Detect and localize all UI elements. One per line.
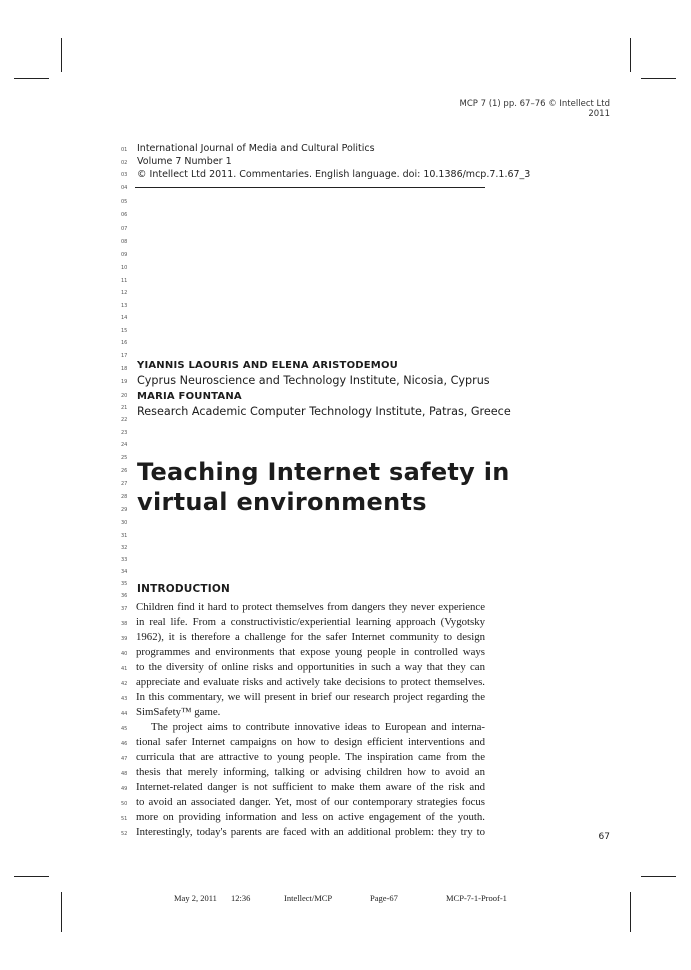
body-line: 1962), it is therefore a challenge for the safer Internet community to design — [136, 631, 485, 643]
gutter-number: 09 — [121, 252, 128, 258]
header-rule — [135, 187, 485, 188]
gutter-number: 51 — [121, 816, 128, 822]
gutter-number: 03 — [121, 172, 128, 178]
gutter-number: 45 — [121, 726, 128, 732]
gutter-number: 35 — [121, 581, 128, 587]
gutter-number: 49 — [121, 786, 128, 792]
gutter-number: 10 — [121, 265, 128, 271]
article-title — [137, 457, 510, 517]
crop-mark-bottom-left-h — [14, 876, 49, 877]
running-head: MCP 7 (1) pp. 67–76 © Intellect Ltd 2011 — [459, 99, 610, 119]
gutter-number: 29 — [121, 507, 128, 513]
gutter-number: 05 — [121, 199, 128, 205]
article-title-line: virtual environments — [137, 488, 427, 516]
gutter-number: 38 — [121, 621, 128, 627]
body-line: In this commentary, we will present in brief our research project regarding the — [136, 691, 485, 703]
gutter-number: 39 — [121, 636, 128, 642]
gutter-number: 11 — [121, 278, 128, 284]
gutter-number: 17 — [121, 353, 128, 359]
body-line: to avoid an associated danger. Yet, most of our contemporary strategies focus — [136, 796, 485, 808]
journal-title: International Journal of Media and Cultural Politics — [137, 143, 375, 154]
gutter-number: 26 — [121, 468, 128, 474]
body-line: appreciate and evaluate risks and actively take decisions to protect themselves. — [136, 676, 485, 688]
gutter-number: 12 — [121, 290, 128, 296]
journal-volume: Volume 7 Number 1 — [137, 156, 232, 167]
gutter-number: 48 — [121, 771, 128, 777]
gutter-number: 32 — [121, 545, 128, 551]
body-line: thesis that merely informing, talking or advising children how to avoid an — [136, 766, 485, 778]
gutter-number: 21 — [121, 405, 128, 411]
gutter-number: 44 — [121, 711, 128, 717]
gutter-number: 50 — [121, 801, 128, 807]
gutter-number: 22 — [121, 417, 128, 423]
footer-page: Page-67 — [370, 893, 398, 903]
crop-mark-top-left-v — [61, 38, 62, 72]
body-line: Interestingly, today's parents are faced with an additional problem: they try to — [136, 826, 485, 838]
author-names: YIANNIS LAOURIS AND ELENA ARISTODEMOU — [137, 360, 398, 371]
body-line: in real life. From a constructivistic/experiential learning approach (Vygotsky — [136, 616, 485, 628]
gutter-number: 34 — [121, 569, 128, 575]
gutter-number: 37 — [121, 606, 128, 612]
gutter-number: 31 — [121, 533, 128, 539]
gutter-number: 16 — [121, 340, 128, 346]
body-line: to the diversity of online risks and opportunities in such a way that they can — [136, 661, 485, 673]
gutter-number: 46 — [121, 741, 128, 747]
crop-mark-top-right-v — [630, 38, 631, 72]
gutter-number: 04 — [121, 185, 128, 191]
gutter-number: 08 — [121, 239, 128, 245]
journal-citation: © Intellect Ltd 2011. Commentaries. English language. doi: 10.1386/mcp.7.1.67_3 — [137, 169, 531, 180]
crop-mark-top-left-h — [14, 78, 49, 79]
page-number: 67 — [598, 832, 610, 842]
gutter-number: 15 — [121, 328, 128, 334]
footer-file: Intellect/MCP — [284, 893, 333, 903]
gutter-number: 23 — [121, 430, 128, 436]
gutter-number: 14 — [121, 315, 128, 321]
gutter-number: 07 — [121, 226, 128, 232]
crop-mark-top-right-h — [641, 78, 676, 79]
gutter-number: 06 — [121, 212, 128, 218]
body-line: SimSafety™ game. — [136, 706, 221, 718]
body-line: Internet-related danger is not sufficient to make them aware of the risk and — [136, 781, 485, 793]
gutter-number: 18 — [121, 366, 128, 372]
gutter-number: 24 — [121, 442, 128, 448]
gutter-number: 27 — [121, 481, 128, 487]
gutter-number: 30 — [121, 520, 128, 526]
crop-mark-bottom-right-h — [641, 876, 676, 877]
body-line: curricula that are attractive to young people. The inspiration came from the — [136, 751, 485, 763]
gutter-number: 20 — [121, 393, 128, 399]
gutter-number: 33 — [121, 557, 128, 563]
gutter-number: 25 — [121, 455, 128, 461]
body-line: tional safer Internet campaigns on how to design efficient interventions and — [136, 736, 485, 748]
footer-proof: MCP-7-1-Proof-1 — [446, 893, 507, 903]
body-line: programmes and environments that expose young people in controlled ways — [136, 646, 485, 658]
crop-mark-bottom-right-v — [630, 892, 631, 932]
author-affiliation: Cyprus Neuroscience and Technology Institute, Nicosia, Cyprus — [137, 374, 490, 387]
footer-time: 12:36 — [231, 893, 251, 903]
crop-mark-bottom-left-v — [61, 892, 62, 932]
gutter-number: 36 — [121, 593, 128, 599]
body-line: Children find it hard to protect themselves from dangers they never experience — [136, 601, 485, 613]
gutter-number: 28 — [121, 494, 128, 500]
gutter-number: 43 — [121, 696, 128, 702]
gutter-number: 02 — [121, 160, 128, 166]
section-heading: INTRODUCTION — [137, 583, 230, 595]
body-line: The project aims to contribute innovative ideas to European and interna- — [151, 721, 485, 733]
footer-date: May 2, 2011 — [174, 893, 217, 903]
gutter-number: 40 — [121, 651, 128, 657]
author-affiliation: Research Academic Computer Technology Institute, Patras, Greece — [137, 405, 511, 418]
gutter-number: 52 — [121, 831, 128, 837]
article-title-line: Teaching Internet safety in — [137, 458, 510, 486]
gutter-number: 41 — [121, 666, 128, 672]
gutter-number: 47 — [121, 756, 128, 762]
gutter-number: 42 — [121, 681, 128, 687]
body-line: more on providing information and less on active engagement of the youth. — [136, 811, 485, 823]
author-names: MARIA FOUNTANA — [137, 391, 242, 402]
gutter-number: 13 — [121, 303, 128, 309]
gutter-number: 01 — [121, 147, 128, 153]
gutter-number: 19 — [121, 379, 128, 385]
